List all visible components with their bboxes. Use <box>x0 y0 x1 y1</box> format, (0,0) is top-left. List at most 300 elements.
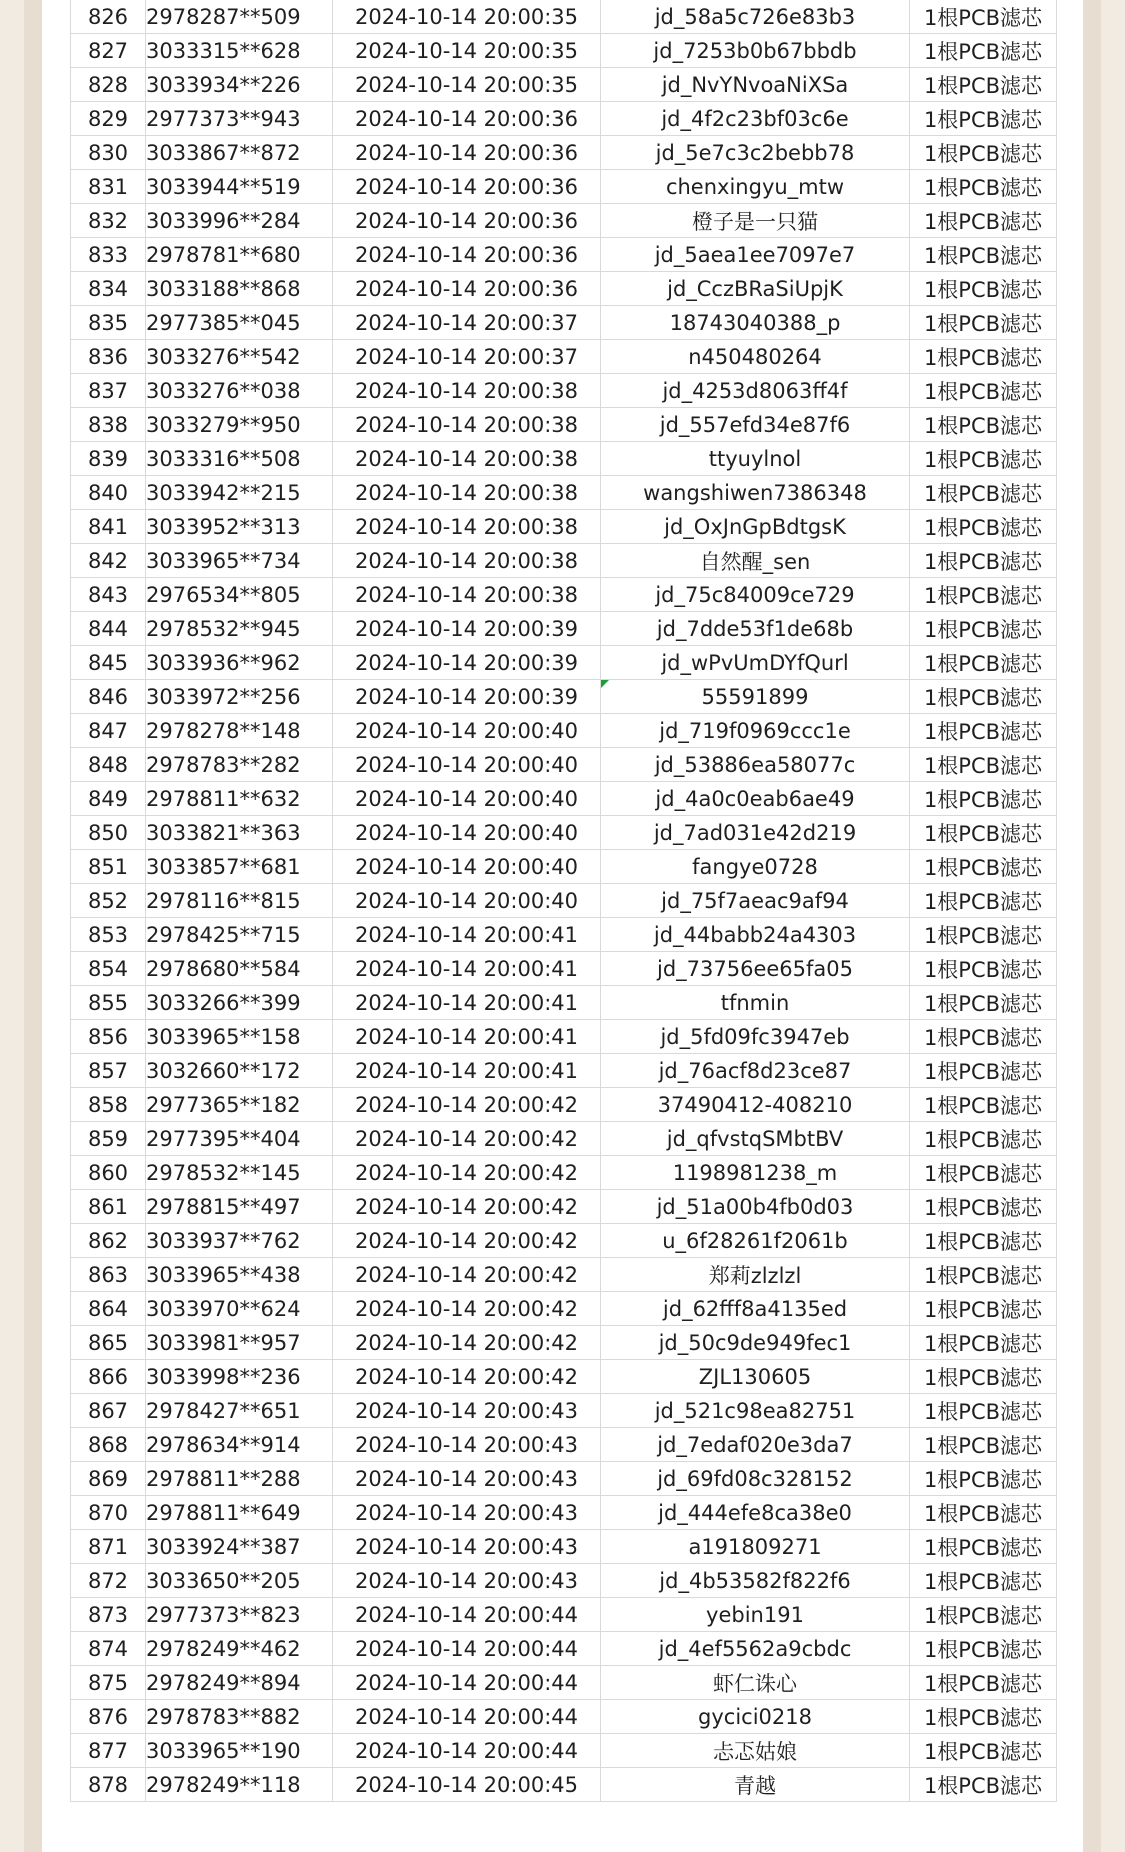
prize-cell[interactable]: 1根PCB滤芯 <box>910 680 1057 714</box>
timestamp-cell[interactable]: 2024-10-14 20:00:41 <box>333 1054 601 1088</box>
username-cell[interactable]: jd_7dde53f1de68b <box>601 612 910 646</box>
prize-cell[interactable]: 1根PCB滤芯 <box>910 238 1057 272</box>
order-id-cell[interactable]: 3033924**387 <box>146 1530 333 1564</box>
row-number-cell[interactable]: 866 <box>71 1360 146 1394</box>
row-number-cell[interactable]: 835 <box>71 306 146 340</box>
order-id-cell[interactable]: 2978783**882 <box>146 1700 333 1734</box>
username-cell[interactable]: jd_521c98ea82751 <box>601 1394 910 1428</box>
order-id-cell[interactable]: 2978287**509 <box>146 0 333 34</box>
timestamp-cell[interactable]: 2024-10-14 20:00:35 <box>333 68 601 102</box>
username-cell[interactable]: 18743040388_p <box>601 306 910 340</box>
prize-cell[interactable]: 1根PCB滤芯 <box>910 612 1057 646</box>
row-number-cell[interactable]: 831 <box>71 170 146 204</box>
row-number-cell[interactable]: 868 <box>71 1428 146 1462</box>
username-cell[interactable]: jd_wPvUmDYfQurl <box>601 646 910 680</box>
row-number-cell[interactable]: 870 <box>71 1496 146 1530</box>
order-id-cell[interactable]: 2978811**649 <box>146 1496 333 1530</box>
table-row <box>71 1700 1057 1734</box>
order-id-cell[interactable]: 2977385**045 <box>146 306 333 340</box>
row-number-cell[interactable]: 858 <box>71 1088 146 1122</box>
order-id-cell[interactable]: 3033316**508 <box>146 442 333 476</box>
row-number-cell[interactable]: 863 <box>71 1258 146 1292</box>
row-number-cell[interactable]: 849 <box>71 782 146 816</box>
row-number-cell[interactable]: 865 <box>71 1326 146 1360</box>
prize-cell[interactable]: 1根PCB滤芯 <box>910 1734 1057 1768</box>
order-id-cell[interactable]: 3033315**628 <box>146 34 333 68</box>
table-row <box>71 612 1057 646</box>
order-id-cell[interactable]: 2977395**404 <box>146 1122 333 1156</box>
username-cell[interactable]: jd_444efe8ca38e0 <box>601 1496 910 1530</box>
table-row <box>71 68 1057 102</box>
row-number-cell[interactable]: 842 <box>71 544 146 578</box>
row-number-cell[interactable]: 869 <box>71 1462 146 1496</box>
order-id-cell[interactable]: 3033276**038 <box>146 374 333 408</box>
row-number-cell[interactable]: 855 <box>71 986 146 1020</box>
username-cell[interactable]: 1198981238_m <box>601 1156 910 1190</box>
timestamp-cell[interactable]: 2024-10-14 20:00:39 <box>333 680 601 714</box>
username-cell[interactable]: jd_76acf8d23ce87 <box>601 1054 910 1088</box>
username-cell[interactable]: 忐忑姑娘 <box>601 1734 910 1768</box>
username-cell[interactable]: jd_7edaf020e3da7 <box>601 1428 910 1462</box>
timestamp-cell[interactable]: 2024-10-14 20:00:37 <box>333 340 601 374</box>
username-cell[interactable]: jd_CczBRaSiUpjK <box>601 272 910 306</box>
order-id-cell[interactable]: 2977373**823 <box>146 1598 333 1632</box>
table-row <box>71 1632 1057 1666</box>
timestamp-cell[interactable]: 2024-10-14 20:00:43 <box>333 1496 601 1530</box>
table-row <box>71 1428 1057 1462</box>
row-number-cell[interactable]: 841 <box>71 510 146 544</box>
prize-cell[interactable]: 1根PCB滤芯 <box>910 1496 1057 1530</box>
order-id-cell[interactable]: 2978532**945 <box>146 612 333 646</box>
prize-cell[interactable]: 1根PCB滤芯 <box>910 1360 1057 1394</box>
prize-cell[interactable]: 1根PCB滤芯 <box>910 306 1057 340</box>
prize-cell[interactable]: 1根PCB滤芯 <box>910 884 1057 918</box>
row-number-cell[interactable]: 877 <box>71 1734 146 1768</box>
timestamp-cell[interactable]: 2024-10-14 20:00:39 <box>333 646 601 680</box>
prize-cell[interactable]: 1根PCB滤芯 <box>910 408 1057 442</box>
username-cell[interactable]: gycici0218 <box>601 1700 910 1734</box>
timestamp-cell[interactable]: 2024-10-14 20:00:45 <box>333 1768 601 1802</box>
username-cell[interactable]: jd_75c84009ce729 <box>601 578 910 612</box>
table-row <box>71 272 1057 306</box>
username-cell[interactable]: jd_7ad031e42d219 <box>601 816 910 850</box>
timestamp-cell[interactable]: 2024-10-14 20:00:36 <box>333 204 601 238</box>
order-id-cell[interactable]: 3033944**519 <box>146 170 333 204</box>
table-row <box>71 816 1057 850</box>
order-id-cell[interactable]: 3033942**215 <box>146 476 333 510</box>
timestamp-cell[interactable]: 2024-10-14 20:00:39 <box>333 612 601 646</box>
row-number-cell[interactable]: 852 <box>71 884 146 918</box>
username-cell[interactable]: jd_NvYNvoaNiXSa <box>601 68 910 102</box>
table-row <box>71 1326 1057 1360</box>
username-cell[interactable]: jd_557efd34e87f6 <box>601 408 910 442</box>
order-id-cell[interactable]: 3033936**962 <box>146 646 333 680</box>
timestamp-cell[interactable]: 2024-10-14 20:00:38 <box>333 476 601 510</box>
table-row <box>71 1768 1057 1802</box>
prize-cell[interactable]: 1根PCB滤芯 <box>910 170 1057 204</box>
timestamp-cell[interactable]: 2024-10-14 20:00:36 <box>333 136 601 170</box>
table-row <box>71 714 1057 748</box>
row-number-cell[interactable]: 857 <box>71 1054 146 1088</box>
order-id-cell[interactable]: 2978249**894 <box>146 1666 333 1700</box>
order-id-cell[interactable]: 2978249**118 <box>146 1768 333 1802</box>
order-id-cell[interactable]: 2978249**462 <box>146 1632 333 1666</box>
table-row <box>71 1156 1057 1190</box>
table-row <box>71 1224 1057 1258</box>
order-id-cell[interactable]: 3033266**399 <box>146 986 333 1020</box>
table-row <box>71 1564 1057 1598</box>
table-row <box>71 1394 1057 1428</box>
row-number-cell[interactable]: 840 <box>71 476 146 510</box>
timestamp-cell[interactable]: 2024-10-14 20:00:40 <box>333 782 601 816</box>
row-number-cell[interactable]: 838 <box>71 408 146 442</box>
table-row <box>71 952 1057 986</box>
username-cell[interactable]: jd_58a5c726e83b3 <box>601 0 910 34</box>
prize-cell[interactable]: 1根PCB滤芯 <box>910 1462 1057 1496</box>
order-id-cell[interactable]: 3033998**236 <box>146 1360 333 1394</box>
row-number-cell[interactable]: 871 <box>71 1530 146 1564</box>
timestamp-cell[interactable]: 2024-10-14 20:00:36 <box>333 102 601 136</box>
username-cell[interactable]: yebin191 <box>601 1598 910 1632</box>
prize-cell[interactable]: 1根PCB滤芯 <box>910 1428 1057 1462</box>
timestamp-cell[interactable]: 2024-10-14 20:00:42 <box>333 1292 601 1326</box>
order-id-cell[interactable]: 2978634**914 <box>146 1428 333 1462</box>
timestamp-cell[interactable]: 2024-10-14 20:00:44 <box>333 1700 601 1734</box>
order-id-cell[interactable]: 3033981**957 <box>146 1326 333 1360</box>
username-cell[interactable]: 55591899 <box>601 680 910 714</box>
username-cell[interactable]: u_6f28261f2061b <box>601 1224 910 1258</box>
order-id-cell[interactable]: 3033937**762 <box>146 1224 333 1258</box>
prize-cell[interactable]: 1根PCB滤芯 <box>910 68 1057 102</box>
prize-cell[interactable]: 1根PCB滤芯 <box>910 952 1057 986</box>
timestamp-cell[interactable]: 2024-10-14 20:00:40 <box>333 884 601 918</box>
prize-cell[interactable]: 1根PCB滤芯 <box>910 714 1057 748</box>
username-cell[interactable]: 虾仁诛心 <box>601 1666 910 1700</box>
prize-cell[interactable]: 1根PCB滤芯 <box>910 544 1057 578</box>
row-number-cell[interactable]: 873 <box>71 1598 146 1632</box>
order-id-cell[interactable]: 2977373**943 <box>146 102 333 136</box>
row-number-cell[interactable]: 860 <box>71 1156 146 1190</box>
order-id-cell[interactable]: 3033965**158 <box>146 1020 333 1054</box>
order-id-cell[interactable]: 2978532**145 <box>146 1156 333 1190</box>
username-cell[interactable]: 青越 <box>601 1768 910 1802</box>
row-number-cell[interactable]: 864 <box>71 1292 146 1326</box>
row-number-cell[interactable]: 844 <box>71 612 146 646</box>
row-number-cell[interactable]: 856 <box>71 1020 146 1054</box>
username-cell[interactable]: jd_51a00b4fb0d03 <box>601 1190 910 1224</box>
table-row <box>71 102 1057 136</box>
order-id-cell[interactable]: 2978680**584 <box>146 952 333 986</box>
username-cell[interactable]: ttyuylnol <box>601 442 910 476</box>
order-id-cell[interactable]: 2977365**182 <box>146 1088 333 1122</box>
row-number-cell[interactable]: 867 <box>71 1394 146 1428</box>
prize-cell[interactable]: 1根PCB滤芯 <box>910 272 1057 306</box>
row-number-cell[interactable]: 861 <box>71 1190 146 1224</box>
order-id-cell[interactable]: 3032660**172 <box>146 1054 333 1088</box>
row-number-cell[interactable]: 853 <box>71 918 146 952</box>
row-number-cell[interactable]: 878 <box>71 1768 146 1802</box>
order-id-cell[interactable]: 2976534**805 <box>146 578 333 612</box>
row-number-cell[interactable]: 829 <box>71 102 146 136</box>
username-cell[interactable]: a191809271 <box>601 1530 910 1564</box>
row-number-cell[interactable]: 826 <box>71 0 146 34</box>
prize-cell[interactable]: 1根PCB滤芯 <box>910 1326 1057 1360</box>
order-id-cell[interactable]: 2978815**497 <box>146 1190 333 1224</box>
prize-cell[interactable]: 1根PCB滤芯 <box>910 476 1057 510</box>
prize-cell[interactable]: 1根PCB滤芯 <box>910 646 1057 680</box>
timestamp-cell[interactable]: 2024-10-14 20:00:41 <box>333 952 601 986</box>
timestamp-cell[interactable]: 2024-10-14 20:00:43 <box>333 1564 601 1598</box>
timestamp-cell[interactable]: 2024-10-14 20:00:43 <box>333 1530 601 1564</box>
prize-cell[interactable]: 1根PCB滤芯 <box>910 1156 1057 1190</box>
prize-cell[interactable]: 1根PCB滤芯 <box>910 1054 1057 1088</box>
table-row <box>71 646 1057 680</box>
timestamp-cell[interactable]: 2024-10-14 20:00:44 <box>333 1632 601 1666</box>
timestamp-cell[interactable]: 2024-10-14 20:00:40 <box>333 816 601 850</box>
row-number-cell[interactable]: 851 <box>71 850 146 884</box>
timestamp-cell[interactable]: 2024-10-14 20:00:35 <box>333 0 601 34</box>
table-row <box>71 1292 1057 1326</box>
row-number-cell[interactable]: 830 <box>71 136 146 170</box>
timestamp-cell[interactable]: 2024-10-14 20:00:44 <box>333 1666 601 1700</box>
timestamp-cell[interactable]: 2024-10-14 20:00:44 <box>333 1734 601 1768</box>
timestamp-cell[interactable]: 2024-10-14 20:00:35 <box>333 34 601 68</box>
username-cell[interactable]: jd_4b53582f822f6 <box>601 1564 910 1598</box>
timestamp-cell[interactable]: 2024-10-14 20:00:42 <box>333 1326 601 1360</box>
username-cell[interactable]: jd_75f7aeac9af94 <box>601 884 910 918</box>
order-id-cell[interactable]: 3033965**734 <box>146 544 333 578</box>
table-row <box>71 1088 1057 1122</box>
username-cell[interactable]: jd_4253d8063ff4f <box>601 374 910 408</box>
timestamp-cell[interactable]: 2024-10-14 20:00:38 <box>333 544 601 578</box>
table-row <box>71 0 1057 34</box>
prize-cell[interactable]: 1根PCB滤芯 <box>910 1598 1057 1632</box>
timestamp-cell[interactable]: 2024-10-14 20:00:43 <box>333 1428 601 1462</box>
row-number-cell[interactable]: 834 <box>71 272 146 306</box>
username-cell[interactable]: ZJL130605 <box>601 1360 910 1394</box>
prize-cell[interactable]: 1根PCB滤芯 <box>910 1224 1057 1258</box>
prize-cell[interactable]: 1根PCB滤芯 <box>910 816 1057 850</box>
row-number-cell[interactable]: 862 <box>71 1224 146 1258</box>
timestamp-cell[interactable]: 2024-10-14 20:00:41 <box>333 918 601 952</box>
timestamp-cell[interactable]: 2024-10-14 20:00:40 <box>333 850 601 884</box>
order-id-cell[interactable]: 3033965**438 <box>146 1258 333 1292</box>
prize-cell[interactable]: 1根PCB滤芯 <box>910 1190 1057 1224</box>
username-cell[interactable]: 橙子是一只猫 <box>601 204 910 238</box>
username-cell[interactable]: jd_7253b0b67bbdb <box>601 34 910 68</box>
order-id-cell[interactable]: 3033650**205 <box>146 1564 333 1598</box>
username-cell[interactable]: jd_719f0969ccc1e <box>601 714 910 748</box>
username-cell[interactable]: jd_44babb24a4303 <box>601 918 910 952</box>
username-cell[interactable]: fangye0728 <box>601 850 910 884</box>
username-cell[interactable]: jd_5fd09fc3947eb <box>601 1020 910 1054</box>
prize-cell[interactable]: 1根PCB滤芯 <box>910 1700 1057 1734</box>
username-cell[interactable]: wangshiwen7386348 <box>601 476 910 510</box>
username-cell[interactable]: jd_50c9de949fec1 <box>601 1326 910 1360</box>
order-id-cell[interactable]: 3033970**624 <box>146 1292 333 1326</box>
username-cell[interactable]: n450480264 <box>601 340 910 374</box>
order-id-cell[interactable]: 3033857**681 <box>146 850 333 884</box>
prize-cell[interactable]: 1根PCB滤芯 <box>910 1530 1057 1564</box>
timestamp-cell[interactable]: 2024-10-14 20:00:43 <box>333 1462 601 1496</box>
order-id-cell[interactable]: 2978811**632 <box>146 782 333 816</box>
username-cell[interactable]: jd_53886ea58077c <box>601 748 910 782</box>
username-cell[interactable]: jd_73756ee65fa05 <box>601 952 910 986</box>
row-number-cell[interactable]: 837 <box>71 374 146 408</box>
table-row <box>71 170 1057 204</box>
order-id-cell[interactable]: 3033279**950 <box>146 408 333 442</box>
table-row <box>71 204 1057 238</box>
row-number-cell[interactable]: 845 <box>71 646 146 680</box>
prize-cell[interactable]: 1根PCB滤芯 <box>910 1292 1057 1326</box>
order-id-cell[interactable]: 2978278**148 <box>146 714 333 748</box>
row-number-cell[interactable]: 859 <box>71 1122 146 1156</box>
order-id-cell[interactable]: 3033867**872 <box>146 136 333 170</box>
timestamp-cell[interactable]: 2024-10-14 20:00:37 <box>333 306 601 340</box>
prize-cell[interactable]: 1根PCB滤芯 <box>910 986 1057 1020</box>
table-row <box>71 1734 1057 1768</box>
timestamp-cell[interactable]: 2024-10-14 20:00:42 <box>333 1122 601 1156</box>
prize-cell[interactable]: 1根PCB滤芯 <box>910 1564 1057 1598</box>
table-row <box>71 442 1057 476</box>
table-row <box>71 884 1057 918</box>
row-number-cell[interactable]: 876 <box>71 1700 146 1734</box>
username-cell[interactable]: jd_69fd08c328152 <box>601 1462 910 1496</box>
timestamp-cell[interactable]: 2024-10-14 20:00:41 <box>333 1020 601 1054</box>
prize-cell[interactable]: 1根PCB滤芯 <box>910 442 1057 476</box>
prize-cell[interactable]: 1根PCB滤芯 <box>910 578 1057 612</box>
timestamp-cell[interactable]: 2024-10-14 20:00:41 <box>333 986 601 1020</box>
row-number-cell[interactable]: 848 <box>71 748 146 782</box>
username-cell[interactable]: 37490412-408210 <box>601 1088 910 1122</box>
username-cell[interactable]: 自然醒_sen <box>601 544 910 578</box>
prize-cell[interactable]: 1根PCB滤芯 <box>910 1258 1057 1292</box>
timestamp-cell[interactable]: 2024-10-14 20:00:38 <box>333 374 601 408</box>
timestamp-cell[interactable]: 2024-10-14 20:00:40 <box>333 714 601 748</box>
timestamp-cell[interactable]: 2024-10-14 20:00:42 <box>333 1258 601 1292</box>
prize-cell[interactable]: 1根PCB滤芯 <box>910 748 1057 782</box>
timestamp-cell[interactable]: 2024-10-14 20:00:42 <box>333 1088 601 1122</box>
timestamp-cell[interactable]: 2024-10-14 20:00:44 <box>333 1598 601 1632</box>
row-number-cell[interactable]: 847 <box>71 714 146 748</box>
table-row <box>71 1020 1057 1054</box>
prize-cell[interactable]: 1根PCB滤芯 <box>910 1632 1057 1666</box>
username-cell[interactable]: jd_OxJnGpBdtgsK <box>601 510 910 544</box>
table-row <box>71 1122 1057 1156</box>
order-id-cell[interactable]: 2978811**288 <box>146 1462 333 1496</box>
timestamp-cell[interactable]: 2024-10-14 20:00:42 <box>333 1156 601 1190</box>
timestamp-cell[interactable]: 2024-10-14 20:00:36 <box>333 170 601 204</box>
prize-cell[interactable]: 1根PCB滤芯 <box>910 1768 1057 1802</box>
timestamp-cell[interactable]: 2024-10-14 20:00:38 <box>333 510 601 544</box>
order-id-cell[interactable]: 3033821**363 <box>146 816 333 850</box>
table-row <box>71 1054 1057 1088</box>
timestamp-cell[interactable]: 2024-10-14 20:00:36 <box>333 272 601 306</box>
row-number-cell[interactable]: 832 <box>71 204 146 238</box>
row-number-cell[interactable]: 846 <box>71 680 146 714</box>
prize-cell[interactable]: 1根PCB滤芯 <box>910 918 1057 952</box>
timestamp-cell[interactable]: 2024-10-14 20:00:42 <box>333 1224 601 1258</box>
username-cell[interactable]: jd_5e7c3c2bebb78 <box>601 136 910 170</box>
timestamp-cell[interactable]: 2024-10-14 20:00:40 <box>333 748 601 782</box>
prize-cell[interactable]: 1根PCB滤芯 <box>910 1088 1057 1122</box>
row-number-cell[interactable]: 833 <box>71 238 146 272</box>
order-id-cell[interactable]: 3033934**226 <box>146 68 333 102</box>
table-row <box>71 1360 1057 1394</box>
order-id-cell[interactable]: 2978781**680 <box>146 238 333 272</box>
order-id-cell[interactable]: 3033276**542 <box>146 340 333 374</box>
username-cell[interactable]: jd_5aea1ee7097e7 <box>601 238 910 272</box>
row-number-cell[interactable]: 839 <box>71 442 146 476</box>
prize-cell[interactable]: 1根PCB滤芯 <box>910 1020 1057 1054</box>
username-cell[interactable]: 郑莉zlzlzl <box>601 1258 910 1292</box>
prize-cell[interactable]: 1根PCB滤芯 <box>910 102 1057 136</box>
timestamp-cell[interactable]: 2024-10-14 20:00:43 <box>333 1394 601 1428</box>
row-number-cell[interactable]: 854 <box>71 952 146 986</box>
prize-cell[interactable]: 1根PCB滤芯 <box>910 1122 1057 1156</box>
username-cell[interactable]: jd_4a0c0eab6ae49 <box>601 782 910 816</box>
timestamp-cell[interactable]: 2024-10-14 20:00:36 <box>333 238 601 272</box>
order-id-cell[interactable]: 3033965**190 <box>146 1734 333 1768</box>
username-cell[interactable]: chenxingyu_mtw <box>601 170 910 204</box>
order-id-cell[interactable]: 2978783**282 <box>146 748 333 782</box>
prize-cell[interactable]: 1根PCB滤芯 <box>910 510 1057 544</box>
prize-cell[interactable]: 1根PCB滤芯 <box>910 374 1057 408</box>
prize-cell[interactable]: 1根PCB滤芯 <box>910 850 1057 884</box>
order-id-cell[interactable]: 3033996**284 <box>146 204 333 238</box>
username-cell[interactable]: tfnmin <box>601 986 910 1020</box>
prize-cell[interactable]: 1根PCB滤芯 <box>910 782 1057 816</box>
timestamp-cell[interactable]: 2024-10-14 20:00:38 <box>333 408 601 442</box>
prize-cell[interactable]: 1根PCB滤芯 <box>910 340 1057 374</box>
timestamp-cell[interactable]: 2024-10-14 20:00:38 <box>333 442 601 476</box>
prize-cell[interactable]: 1根PCB滤芯 <box>910 1666 1057 1700</box>
order-id-cell[interactable]: 2978116**815 <box>146 884 333 918</box>
table-row <box>71 748 1057 782</box>
order-id-cell[interactable]: 2978427**651 <box>146 1394 333 1428</box>
row-number-cell[interactable]: 827 <box>71 34 146 68</box>
table-row <box>71 578 1057 612</box>
row-number-cell[interactable]: 872 <box>71 1564 146 1598</box>
timestamp-cell[interactable]: 2024-10-14 20:00:42 <box>333 1360 601 1394</box>
prize-cell[interactable]: 1根PCB滤芯 <box>910 136 1057 170</box>
prize-cell[interactable]: 1根PCB滤芯 <box>910 0 1057 34</box>
prize-cell[interactable]: 1根PCB滤芯 <box>910 204 1057 238</box>
prize-cell[interactable]: 1根PCB滤芯 <box>910 34 1057 68</box>
table-row <box>71 1496 1057 1530</box>
table-row <box>71 918 1057 952</box>
order-id-cell[interactable]: 3033188**868 <box>146 272 333 306</box>
timestamp-cell[interactable]: 2024-10-14 20:00:38 <box>333 578 601 612</box>
table-row <box>71 340 1057 374</box>
prize-cell[interactable]: 1根PCB滤芯 <box>910 1394 1057 1428</box>
username-cell[interactable]: jd_4ef5562a9cbdc <box>601 1632 910 1666</box>
username-cell[interactable]: jd_qfvstqSMbtBV <box>601 1122 910 1156</box>
row-number-cell[interactable]: 850 <box>71 816 146 850</box>
timestamp-cell[interactable]: 2024-10-14 20:00:42 <box>333 1190 601 1224</box>
username-cell[interactable]: jd_62fff8a4135ed <box>601 1292 910 1326</box>
order-id-cell[interactable]: 3033952**313 <box>146 510 333 544</box>
row-number-cell[interactable]: 828 <box>71 68 146 102</box>
username-cell[interactable]: jd_4f2c23bf03c6e <box>601 102 910 136</box>
row-number-cell[interactable]: 875 <box>71 1666 146 1700</box>
table-row <box>71 1462 1057 1496</box>
order-id-cell[interactable]: 3033972**256 <box>146 680 333 714</box>
row-number-cell[interactable]: 836 <box>71 340 146 374</box>
order-id-cell[interactable]: 2978425**715 <box>146 918 333 952</box>
row-number-cell[interactable]: 874 <box>71 1632 146 1666</box>
row-number-cell[interactable]: 843 <box>71 578 146 612</box>
